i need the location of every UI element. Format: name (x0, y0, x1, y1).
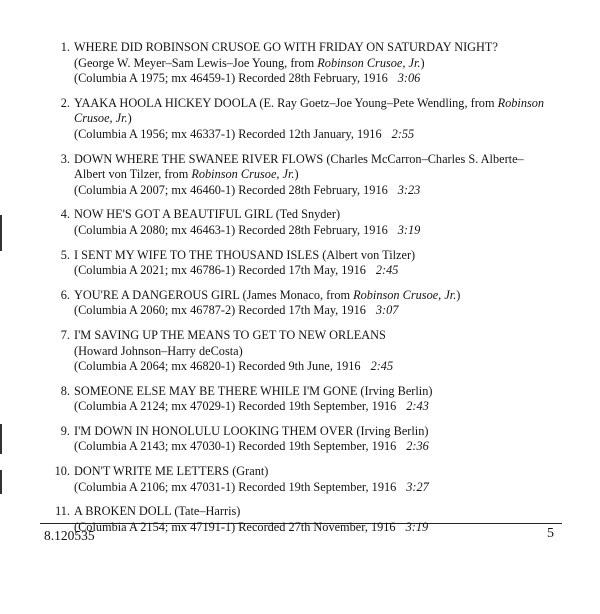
track-title: DOWN WHERE THE SWANEE RIVER FLOWS (74, 151, 324, 166)
recording-details: (Columbia A 2080; mx 46463-1) Recorded 28th February, 1916 (74, 222, 388, 237)
track-credits: (Tate–Harris) (174, 504, 241, 519)
track-number: 4. (60, 207, 70, 222)
track-title: I'M DOWN IN HONOLULU LOOKING THEM OVER (74, 423, 354, 438)
scan-edge-mark (0, 424, 2, 454)
recording-info (74, 223, 552, 239)
recording-info (74, 183, 552, 199)
track-entry (52, 384, 552, 415)
recording-details: (Columbia A 1975; mx 46459-1) Recorded 28th February, 1916 (74, 71, 388, 86)
track-number: 7. (60, 327, 70, 342)
track-number: 9. (60, 423, 70, 438)
recording-details: (Columbia A 2060; mx 46787-2) Recorded 17th May, 1916 (74, 303, 366, 318)
track-credits: (Howard Johnson–Harry deCosta) (74, 343, 243, 358)
recording-info (74, 127, 552, 143)
track-credits: (Grant) (232, 464, 269, 479)
track-title: DON'T WRITE ME LETTERS (74, 464, 230, 479)
track-credits: (Ted Snyder) (275, 207, 341, 222)
track-list (52, 40, 552, 544)
track-number: 1. (60, 40, 70, 54)
track-duration: 3:19 (405, 519, 429, 534)
track-title: YAAKA HOOLA HICKEY DOOLA (74, 95, 257, 110)
recording-details: (Columbia A 2007; mx 46460-1) Recorded 28th February, 1916 (74, 182, 388, 197)
track-entry (52, 464, 552, 495)
track-duration: 3:07 (375, 303, 399, 318)
scan-edge-mark (0, 470, 2, 494)
footer-rule (40, 523, 562, 524)
track-entry (52, 248, 552, 279)
track-number: 5. (60, 247, 70, 262)
track-duration: 3:23 (397, 182, 421, 197)
track-title: YOU'RE A DANGEROUS GIRL (74, 287, 240, 302)
recording-info (74, 263, 552, 279)
track-credits: (Charles McCarron–Charles S. Alberte–Albert von Tilzer, from Robinson Crusoe, Jr.) (74, 151, 524, 182)
track-title: A BROKEN DOLL (74, 504, 172, 519)
track-duration: 2:45 (375, 263, 399, 278)
track-entry (52, 207, 552, 238)
track-number: 2. (60, 95, 70, 110)
page-number: 5 (547, 526, 554, 541)
track-title: SOMEONE ELSE MAY BE THERE WHILE I'M GONE (74, 383, 358, 398)
recording-info (74, 303, 552, 319)
track-duration: 3:27 (406, 479, 429, 494)
recording-details: (Columbia A 2143; mx 47030-1) Recorded 19th September, 1916 (74, 439, 397, 454)
catalog-number: 8.120535 (44, 528, 95, 543)
track-credits: (George W. Meyer–Sam Lewis–Joe Young, from Robinson Crusoe, Jr.) (74, 55, 425, 70)
track-title: WHERE DID ROBINSON CRUSOE GO WITH FRIDAY ON SATURDAY NIGHT? (74, 40, 498, 54)
track-number: 3. (60, 151, 70, 166)
recording-details: (Columbia A 2106; mx 47031-1) Recorded 19th September, 1916 (74, 479, 397, 494)
recording-details: (Columbia A 2064; mx 46820-1) Recorded 9th June, 1916 (74, 359, 361, 374)
track-duration: 2:43 (406, 399, 429, 414)
track-title: NOW HE'S GOT A BEAUTIFUL GIRL (74, 207, 273, 222)
track-number: 8. (60, 383, 70, 398)
track-credits: (E. Ray Goetz–Joe Young–Pete Wendling, from Robinson Crusoe, Jr.) (74, 95, 545, 126)
track-duration: 3:06 (397, 71, 421, 86)
track-entry (52, 424, 552, 455)
recording-info (74, 71, 552, 87)
track-entry (52, 40, 552, 87)
recording-info (74, 439, 552, 455)
track-entry (52, 328, 552, 375)
recording-info (74, 359, 552, 375)
track-entry (52, 288, 552, 319)
track-credits: (Albert von Tilzer) (322, 247, 416, 262)
track-title: I'M SAVING UP THE MEANS TO GET TO NEW ORLEANS (74, 327, 386, 342)
recording-info (74, 480, 552, 496)
track-entry (52, 504, 552, 535)
recording-details: (Columbia A 2154; mx 47191-1) Recorded 27th November, 1916 (74, 519, 396, 534)
recording-info (74, 399, 552, 415)
track-entry (52, 152, 552, 199)
recording-details: (Columbia A 2021; mx 46786-1) Recorded 17th May, 1916 (74, 263, 366, 278)
track-duration: 3:19 (397, 222, 421, 237)
scan-edge-mark (0, 215, 2, 251)
track-credits: (Irving Berlin) (360, 383, 433, 398)
track-duration: 2:45 (370, 359, 394, 374)
track-title: I SENT MY WIFE TO THE THOUSAND ISLES (74, 247, 320, 262)
track-number: 10. (54, 464, 70, 479)
track-credits: (Irving Berlin) (356, 423, 429, 438)
track-number: 6. (60, 287, 70, 302)
track-duration: 2:55 (391, 126, 415, 141)
track-number: 11. (55, 504, 70, 519)
track-duration: 2:36 (406, 439, 429, 454)
recording-details: (Columbia A 2124; mx 47029-1) Recorded 19th September, 1916 (74, 399, 397, 414)
track-credits: (James Monaco, from Robinson Crusoe, Jr.) (242, 287, 461, 302)
recording-details: (Columbia A 1956; mx 46337-1) Recorded 12th January, 1916 (74, 126, 382, 141)
track-entry (52, 96, 552, 143)
